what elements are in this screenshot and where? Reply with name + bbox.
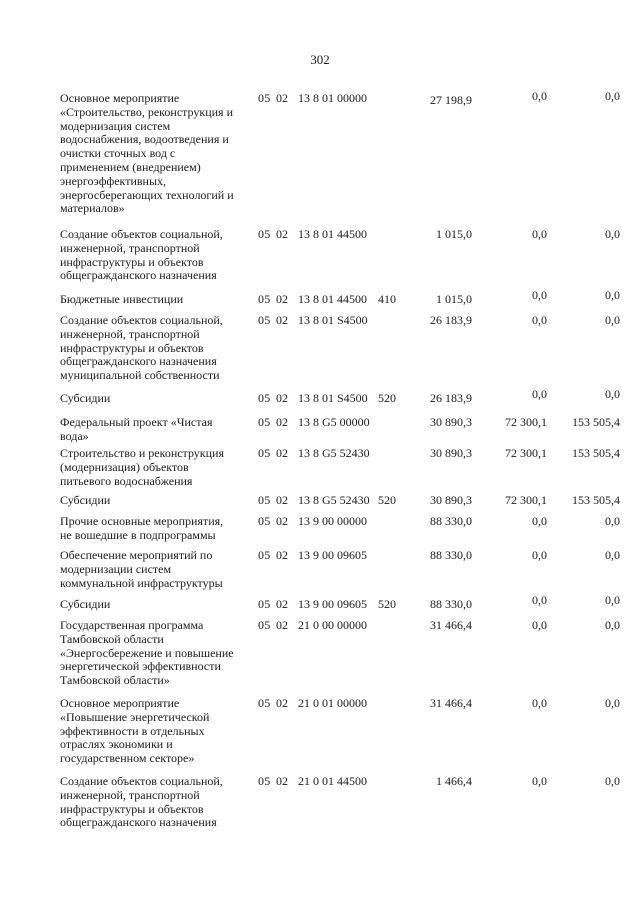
amount-year-3: 0,0 [605,313,620,327]
amount-year-1: 30 890,3 [430,415,472,429]
amount-year-3: 0,0 [605,696,620,710]
row-description: Создание объектов социальной, инженерной, транспортной инфраструктуры и объектов общегражданского назначения [60,774,223,830]
section-code: 05 [258,618,271,632]
target-article-code: 13 8 G5 52430 [298,493,370,507]
row-description: Субсидии [60,493,111,507]
row-description: Прочие основные мероприятия, не вошедшие в подпрограммы [60,514,224,542]
row-description: Федеральный проект «Чистая вода» [60,415,213,443]
section-code: 05 [258,548,271,562]
amount-year-2: 0,0 [532,774,547,788]
amount-year-2: 0,0 [532,89,547,103]
amount-year-1: 1 015,0 [436,292,472,306]
section-code: 05 [258,227,271,241]
row-description: Основное мероприятие «Повышение энергетической эффективности в отдельных отраслях экономики и государственном секторе» [60,696,210,766]
row-description: Бюджетные инвестиции [60,292,184,306]
amount-year-2: 0,0 [532,696,547,710]
subsection-code: 02 [276,292,288,306]
amount-year-3: 0,0 [605,89,620,103]
row-description: Основное мероприятие «Строительство, реконструкция и модернизация систем водоснабжения, водоотведения и очистки сточных вод с применением (внедрением) энергоэффективных, энергосберегающих технологий и материалов» [60,91,234,216]
row-description: Обеспечение мероприятий по модернизации систем коммунальной инфраструктуры [60,548,223,590]
subsection-code: 02 [276,446,288,460]
amount-year-3: 0,0 [605,618,620,632]
page-number: 302 [310,52,330,67]
target-article-code: 21 0 01 44500 [298,774,367,788]
section-code: 05 [258,774,271,788]
amount-year-3: 0,0 [605,774,620,788]
amount-year-3: 0,0 [605,288,620,302]
section-code: 05 [258,415,271,429]
target-article-code: 13 9 00 09605 [298,548,367,562]
amount-year-2: 0,0 [532,313,547,327]
section-code: 05 [258,391,271,405]
amount-year-3: 153 505,4 [572,493,620,507]
amount-year-3: 0,0 [605,593,620,607]
subsection-code: 02 [276,514,288,528]
section-code: 05 [258,446,271,460]
subsection-code: 02 [276,227,288,241]
amount-year-2: 72 300,1 [505,446,547,460]
subsection-code: 02 [276,493,288,507]
target-article-code: 13 9 00 09605 [298,597,367,611]
row-description: Создание объектов социальной, инженерной, транспортной инфраструктуры и объектов общегражданского назначения муниципальной собственности [60,313,223,383]
section-code: 05 [258,91,271,105]
subsection-code: 02 [276,415,288,429]
amount-year-1: 27 198,9 [430,93,472,107]
subsection-code: 02 [276,696,288,710]
target-article-code: 13 8 G5 00000 [298,415,370,429]
target-article-code: 13 8 01 44500 [298,292,367,306]
amount-year-2: 0,0 [532,618,547,632]
row-description: Государственная программа Тамбовской области «Энергосбережение и повышение энергетической эффективности Тамбовской области» [60,618,234,688]
section-code: 05 [258,597,271,611]
amount-year-2: 0,0 [532,548,547,562]
section-code: 05 [258,696,271,710]
subsection-code: 02 [276,548,288,562]
amount-year-2: 0,0 [532,227,547,241]
amount-year-1: 30 890,3 [430,493,472,507]
amount-year-2: 0,0 [532,288,547,302]
subsection-code: 02 [276,91,288,105]
subsection-code: 02 [276,391,288,405]
row-description: Создание объектов социальной, инженерной, транспортной инфраструктуры и объектов общегражданского назначения [60,227,223,283]
section-code: 05 [258,514,271,528]
amount-year-1: 88 330,0 [430,548,472,562]
subsection-code: 02 [276,313,288,327]
target-article-code: 21 0 00 00000 [298,618,367,632]
subsection-code: 02 [276,774,288,788]
target-article-code: 13 8 G5 52430 [298,446,370,460]
amount-year-3: 0,0 [605,548,620,562]
row-description: Субсидии [60,597,111,611]
amount-year-1: 31 466,4 [430,618,472,632]
amount-year-2: 0,0 [532,514,547,528]
target-article-code: 13 9 00 00000 [298,514,367,528]
expense-type-code: 520 [378,597,396,611]
target-article-code: 13 8 01 00000 [298,91,367,105]
amount-year-3: 153 505,4 [572,446,620,460]
amount-year-1: 31 466,4 [430,696,472,710]
amount-year-1: 1 466,4 [436,774,472,788]
amount-year-2: 0,0 [532,593,547,607]
amount-year-1: 26 183,9 [430,313,472,327]
amount-year-3: 0,0 [605,387,620,401]
expense-type-code: 520 [378,493,396,507]
section-code: 05 [258,292,271,306]
row-description: Субсидии [60,391,111,405]
amount-year-2: 72 300,1 [505,493,547,507]
amount-year-1: 26 183,9 [430,391,472,405]
row-description: Строительство и реконструкция (модернизация) объектов питьевого водоснабжения [60,446,224,488]
amount-year-1: 1 015,0 [436,227,472,241]
section-code: 05 [258,313,271,327]
target-article-code: 21 0 01 00000 [298,696,367,710]
subsection-code: 02 [276,597,288,611]
target-article-code: 13 8 01 44500 [298,227,367,241]
amount-year-2: 72 300,1 [505,415,547,429]
amount-year-3: 153 505,4 [572,415,620,429]
expense-type-code: 520 [378,391,396,405]
amount-year-2: 0,0 [532,387,547,401]
target-article-code: 13 8 01 S4500 [298,391,368,405]
target-article-code: 13 8 01 S4500 [298,313,368,327]
section-code: 05 [258,493,271,507]
amount-year-1: 30 890,3 [430,446,472,460]
amount-year-3: 0,0 [605,227,620,241]
subsection-code: 02 [276,618,288,632]
expense-type-code: 410 [378,292,396,306]
amount-year-1: 88 330,0 [430,597,472,611]
amount-year-1: 88 330,0 [430,514,472,528]
amount-year-3: 0,0 [605,514,620,528]
